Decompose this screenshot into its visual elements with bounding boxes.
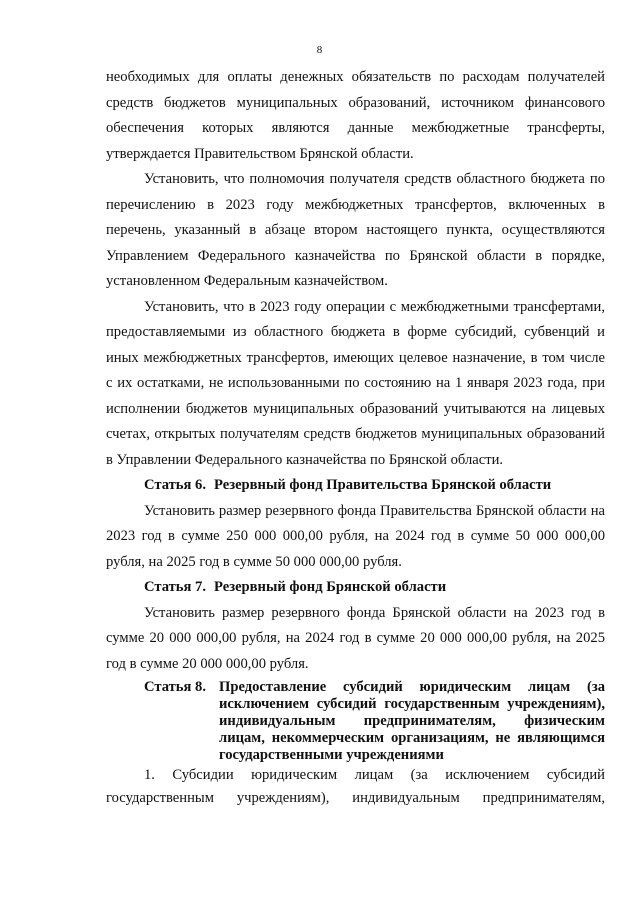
article-6-number: Статья 6. xyxy=(144,477,206,493)
page-number: 8 xyxy=(316,44,323,56)
article-8-number: Статья 8. xyxy=(144,679,206,695)
paragraph-treasury-powers: Установить, что полномочия получателя средств областного бюджета по перечислению в 2023 году межбюджетных трансфертов, включенных в перечень, указанный в абзаце втором настоящего пункта, осуществляются Управлением Федерального казначейства по Брянской области в порядке, установленном Федеральным казначейством. xyxy=(106,171,605,289)
article-6-heading xyxy=(106,473,605,499)
article-8-title: Предоставление субсидий юридическим лицам (за исключением субсидий государственным учреждениям), индивидуальным предпринимателям, физическим лицам, некоммерческим организациям, не являющимся государственными учреждениями xyxy=(219,679,605,763)
article-7-title: Резервный фонд Брянской области xyxy=(214,579,447,595)
paragraph-continuation: необходимых для оплаты денежных обязательств по расходам получателей средств бюджетов муниципальных образований, источником финансового обеспечения которых являются данные межбюджетные трансферты, утверждается Правительством Брянской области. xyxy=(106,69,605,162)
article-7-heading xyxy=(106,575,605,601)
article-7-text: Установить размер резервного фонда Брянской области на 2023 год в сумме 20 000 000,00 рубля, на 2024 год в сумме 20 000 000,00 рубля, на 2025 год в сумме 20 000 000,00 рубля. xyxy=(106,604,605,672)
article-7-number: Статья 7. xyxy=(144,579,206,595)
article-8-text: 1. Субсидии юридическим лицам (за исключением субсидий государственным учреждениям), индивидуальным предпринимателям, xyxy=(106,767,605,806)
article-6-text: Установить размер резервного фонда Правительства Брянской области на 2023 год в сумме 250 000 000,00 рубля, на 2024 год в сумме 50 000 000,00 рубля, на 2025 год в сумме 50 000 000,00 рубля. xyxy=(106,502,605,570)
article-8-heading xyxy=(106,679,605,764)
article-6-title: Резервный фонд Правительства Брянской области xyxy=(214,477,552,493)
document-body xyxy=(106,65,605,809)
paragraph-transfer-operations: Установить, что в 2023 году операции с межбюджетными трансфертами, предоставляемыми из областного бюджета в форме субсидий, субвенций и иных межбюджетных трансфертов, имеющих целевое назначение, в том числе с их остатками, не использованными по состоянию на 1 января 2023 года, при исполнении бюджетов муниципальных образований учитываются на лицевых счетах, открытых получателям средств бюджетов муниципальных образований в Управлении Федерального казначейства по Брянской области. xyxy=(106,298,605,468)
